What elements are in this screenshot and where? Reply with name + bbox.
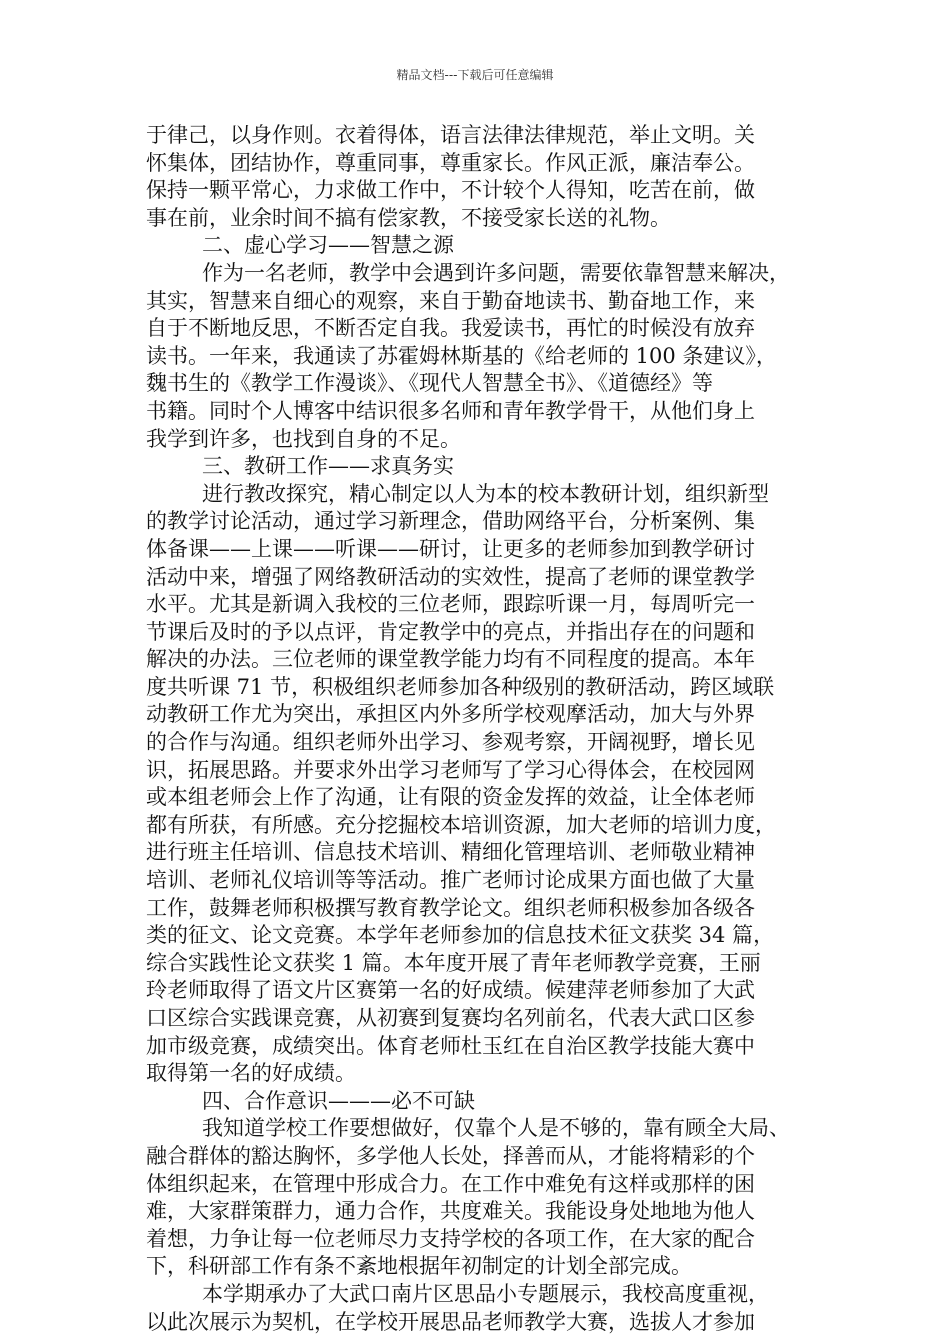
text-line: 的合作与沟通。组织老师外出学习、参观考察，开阔视野，增长见 — [146, 730, 755, 755]
text-line: 下，科研部工作有条不紊地根据年初制定的计划全部完成。 — [146, 1254, 692, 1279]
page-header: 精品文档---下载后可任意编辑 — [396, 68, 554, 82]
text-line: 口区综合实践课竞赛，从初赛到复赛均名列前名，代表大武口区参 — [146, 1006, 755, 1030]
text-line: 事在前，业余时间不搞有偿家教，不接受家长送的礼物。 — [146, 205, 671, 230]
text-line: 本学期承办了大武口南片区思品小专题展示，我校高度重视， — [202, 1281, 769, 1306]
text-line: 度共听课 71 节，积极组织老师参加各种级别的教研活动，跨区域联 — [146, 674, 775, 699]
text-line: 活动中来，增强了网络教研活动的实效性，提高了老师的课堂教学 — [146, 564, 755, 589]
text-line: 玲老师取得了语文片区赛第一名的好成绩。候建萍老师参加了大武 — [146, 978, 755, 1003]
text-line: 保持一颗平常心，力求做工作中，不计较个人得知，吃苦在前，做 — [146, 178, 755, 203]
text-line: 自于不断地反思，不断否定自我。我爱读书，再忙的时候没有放弃 — [146, 316, 755, 341]
text-line: 体组织起来，在管理中形成合力。在工作中难免有这样或那样的困 — [146, 1171, 755, 1196]
text-line: 培训、老师礼仪培训等等活动。推广老师讨论成果方面也做了大量 — [146, 868, 755, 893]
text-line: 节课后及时的予以点评，肯定教学中的亮点，并指出存在的问题和 — [146, 619, 755, 644]
text-line: 加市级竞赛，成绩突出。体育老师杜玉红在自治区教学技能大赛中 — [146, 1033, 755, 1058]
text-line: 以此次展示为契机，在学校开展思品老师教学大赛，选拔人才参加 — [146, 1309, 755, 1334]
section-heading: 四、合作意识———必不可缺 — [202, 1088, 475, 1113]
text-line: 进行教改探究，精心制定以人为本的校本教研计划，组织新型 — [202, 481, 769, 506]
text-line: 怀集体，团结协作，尊重同事，尊重家长。作风正派，廉洁奉公。 — [146, 150, 755, 175]
text-line: 魏书生的《教学工作漫谈》、《现代人智慧全书》、《道德经》等 — [146, 371, 713, 396]
text-line: 或本组老师会上作了沟通，让有限的资金发挥的效益，让全体老师 — [146, 785, 755, 810]
text-line: 识，拓展思路。并要求外出学习老师写了学习心得体会，在校园网 — [146, 757, 755, 782]
text-line: 着想，力争让每一位老师尽力支持学校的各项工作，在大家的配合 — [146, 1226, 755, 1251]
text-line: 体备课——上课——听课——研讨，让更多的老师参加到教学研讨 — [146, 536, 755, 561]
text-line: 作为一名老师，教学中会遇到许多问题，需要依靠智慧来解决， — [202, 260, 790, 285]
text-line: 综合实践性论文获奖 1 篇。本年度开展了青年老师教学竞赛，王丽 — [146, 950, 761, 975]
text-line: 解决的办法。三位老师的课堂教学能力均有不同程度的提高。本年 — [146, 647, 755, 672]
text-line: 取得第一名的好成绩。 — [146, 1061, 356, 1086]
text-line: 于律己，以身作则。衣着得体，语言法律法律规范，举止文明。关 — [146, 123, 755, 147]
text-line: 我知道学校工作要想做好，仅靠个人是不够的，靠有顾全大局、 — [202, 1116, 790, 1141]
document-body — [146, 122, 816, 1336]
text-line: 难，大家群策群力，通力合作，共度难关。我能设身处地地为他人 — [146, 1199, 755, 1224]
text-line: 工作，鼓舞老师积极撰写教育教学论文。组织老师积极参加各级各 — [146, 895, 755, 920]
text-line: 我学到许多，也找到自身的不足。 — [146, 426, 461, 451]
text-line: 动教研工作尤为突出，承担区内外多所学校观摩活动，加大与外界 — [146, 702, 755, 727]
section-heading: 三、教研工作——求真务实 — [202, 454, 454, 479]
text-line: 的教学讨论活动，通过学习新理念，借助网络平台，分析案例、集 — [146, 509, 755, 534]
text-line: 融合群体的豁达胸怀，多学他人长处，择善而从，才能将精彩的个 — [146, 1143, 755, 1168]
text-line: 都有所获，有所感。充分挖掘校本培训资源，加大老师的培训力度， — [146, 812, 776, 837]
text-line: 其实，智慧来自细心的观察，来自于勤奋地读书、勤奋地工作，来 — [146, 288, 755, 313]
section-heading: 二、虚心学习——智慧之源 — [202, 233, 454, 258]
text-line: 读书。一年来，我通读了苏霍姆林斯基的《给老师的 100 条建议》， — [146, 343, 777, 368]
text-line: 水平。尤其是新调入我校的三位老师，跟踪听课一月，每周听完一 — [146, 592, 755, 617]
text-line: 进行班主任培训、信息技术培训、精细化管理培训、老师敬业精神 — [146, 840, 755, 865]
text-line: 类的征文、论文竞赛。本学年老师参加的信息技术征文获奖 34 篇， — [146, 923, 775, 948]
text-line: 书籍。同时个人博客中结识很多名师和青年教学骨干，从他们身上 — [146, 398, 755, 423]
